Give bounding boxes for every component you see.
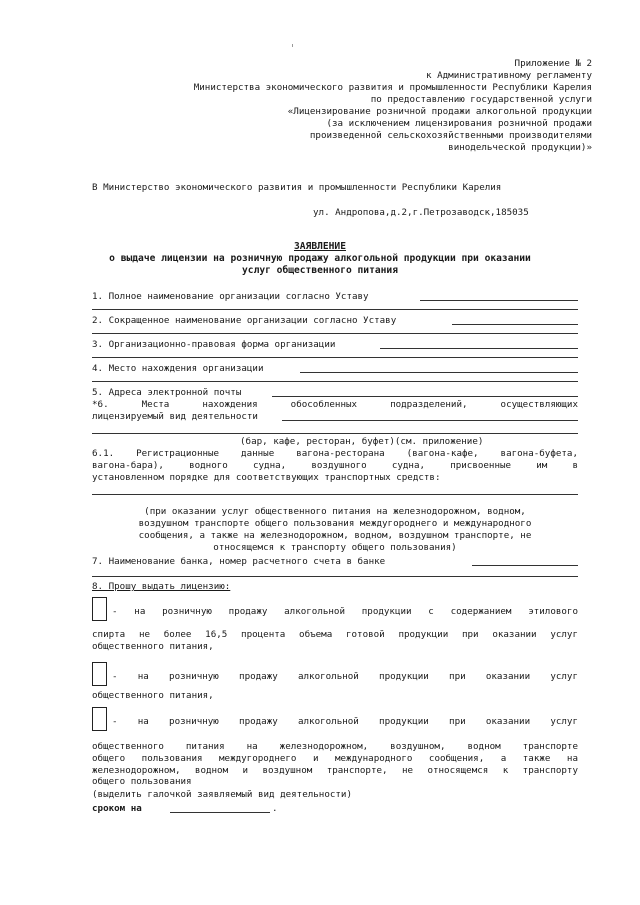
service-name-line-2: (за исключением лицензирования розничной продажи [326,118,592,129]
item-5-label: 5. Адреса электронной почты [92,387,242,398]
option-3-checkbox[interactable] [92,707,107,731]
item-6-field[interactable] [282,420,578,421]
option-1-checkbox[interactable] [92,597,107,621]
option-3-line-5: общего пользования [92,776,192,787]
item-7-label: 7. Наименование банка, номер расчетного счета в банке [92,556,386,567]
service-name-line-4: винодельческой продукции)» [448,142,592,153]
option-3-line-2: общественного питания на железнодорожном, воздушном, водном транспорте [92,741,578,752]
service-line: по предоставлению государственной услуги [370,94,592,105]
item-6-note: (бар, кафе, ресторан, буфет)(см. приложение) [240,436,484,447]
item-4-field[interactable] [300,372,578,373]
item-7-field[interactable] [472,565,578,566]
item-4-field-line-2[interactable] [92,381,578,382]
item-6-1-line-1: 6.1. Регистрационные данные вагона-ресторана (вагона-кафе, вагона-буфета, [92,448,578,459]
regulation-ref: к Административному регламенту [426,70,592,81]
item-3-field[interactable] [380,348,578,349]
option-1-line-1: - на розничную продажу алкогольной продукции с содержанием этилового [112,606,578,617]
item-6-1-line-2: вагона-бара), водного судна, воздушного судна, присвоенные им в [92,460,578,471]
document-title: ЗАЯВЛЕНИЕ [294,241,346,252]
item-7-field-line-2[interactable] [92,576,578,577]
service-name-line-3: произведенной сельскохозяйственными производителями [309,130,592,141]
item-1-field-line-2[interactable] [92,309,578,310]
item-6-1-field[interactable] [92,494,578,495]
service-name-line-1: «Лицензирование розничной продажи алкогольной продукции [287,106,592,117]
document-subtitle-line-1: о выдаче лицензии на розничную продажу алкогольной продукции при оказании [109,253,531,264]
item-6-1-note-line-3: сообщения, а также на железнодорожном, водном, воздушном транспорте, не [138,530,532,541]
item-3-label: 3. Организационно-правовая форма организации [92,339,336,350]
item-4-label: 4. Место нахождения организации [92,363,264,374]
item-6-field-line-2[interactable] [92,433,578,434]
addressee-address: ул. Андропова,д.2,г.Петрозаводск,185035 [313,207,529,218]
ministry-line: Министерства экономического развития и промышленности Республики Карелия [193,82,592,93]
item-2-label: 2. Сокращенное наименование организации согласно Уставу [92,315,397,326]
item-6-label-line-1: *6. Места нахождения обособленных подразделений, осуществляющих [92,399,578,410]
item-6-1-note-line-4: относящемся к транспорту общего пользования) [213,542,457,553]
option-2-line-1: - на розничную продажу алкогольной продукции при оказании услуг [112,671,578,682]
item-1-field[interactable] [420,300,578,301]
item-6-1-note-line-1: (при оказании услуг общественного питания на железнодорожном, водном, [144,506,526,517]
option-2-checkbox[interactable] [92,662,107,686]
scan-speck [292,44,293,47]
term-period: . [272,803,278,814]
item-2-field-line-2[interactable] [92,333,578,334]
option-2-line-2: общественного питания, [92,690,214,701]
selection-hint: (выделить галочкой заявляемый вид деятельности) [92,789,352,800]
item-6-label-line-2: лицензируемый вид деятельности [92,411,258,422]
term-field[interactable] [170,812,270,813]
item-5-field[interactable] [272,396,578,397]
item-2-field[interactable] [452,324,578,325]
option-1-line-3: общественного питания, [92,641,214,652]
option-3-line-4: железнодорожном, водном и воздушном транспорте, не относящемся к транспорту [92,765,578,776]
item-3-field-line-2[interactable] [92,357,578,358]
appendix-number: Приложение № 2 [514,58,592,69]
option-3-line-1: - на розничную продажу алкогольной продукции при оказании услуг [112,716,578,727]
term-label: сроком на [92,803,142,814]
item-1-label: 1. Полное наименование организации согласно Уставу [92,291,369,302]
item-8-label: 8. Прошу выдать лицензию: [92,581,231,592]
option-1-line-2: спирта не более 16,5 процента объема готовой продукции при оказании услуг [92,629,578,640]
option-3-line-3: общего пользования междугороднего и международного сообщения, а также на [92,753,578,764]
addressee-ministry: В Министерство экономического развития и промышленности Республики Карелия [92,182,502,193]
item-6-1-note-line-2: воздушном транспорте общего пользования междугороднего и международного [138,518,532,529]
item-6-1-line-3: установленном порядке для соответствующих транспортных средств: [92,472,441,483]
document-subtitle-line-2: услуг общественного питания [242,265,398,276]
